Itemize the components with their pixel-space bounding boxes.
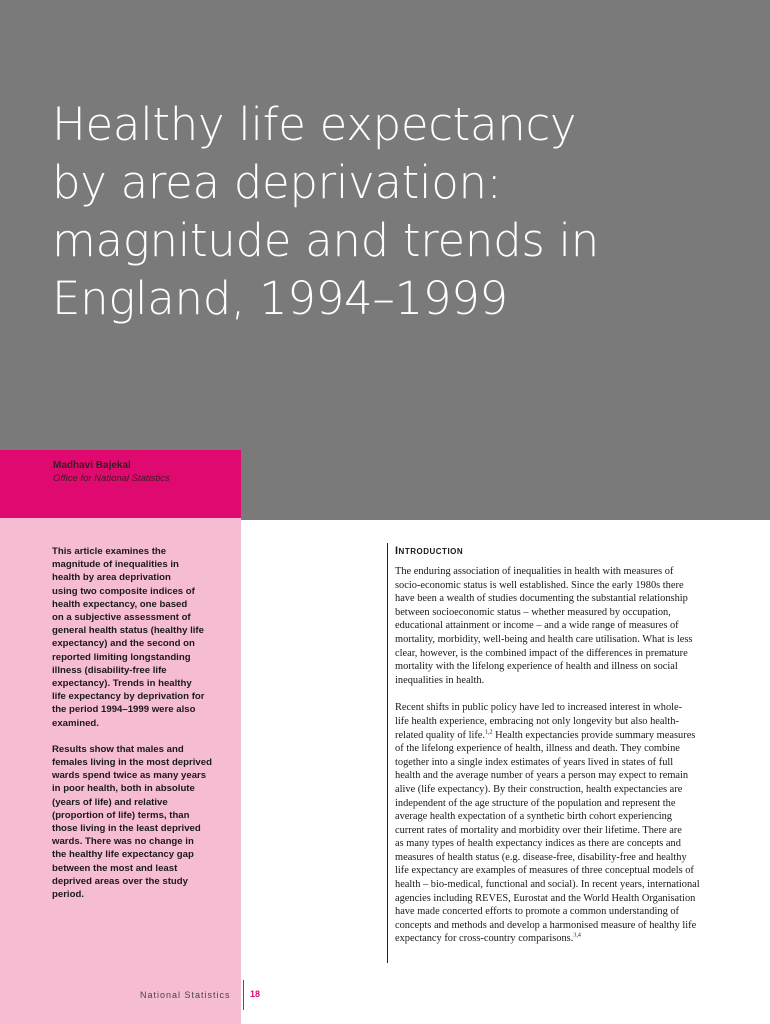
paragraph-gap — [395, 687, 735, 701]
summary-line: illness (disability-free life — [52, 664, 167, 676]
summary-line: in poor health, both in absolute — [52, 783, 195, 795]
section-heading-introduction: Introduction — [395, 545, 464, 557]
summary-line: health expectancy, one based — [52, 598, 188, 610]
summary-line: the period 1994–1999 were also — [52, 704, 196, 716]
page-number: 18 — [250, 989, 261, 999]
body-text-fragment: expectancy for cross-country comparisons. — [395, 933, 574, 945]
body-line: inequalities in health. — [395, 674, 485, 686]
body-line: clear, however, is the combined impact of the differences in premature — [395, 647, 688, 659]
body-line: have been a wealth of studies documenting the substantial relationship — [395, 593, 688, 605]
footer-divider — [243, 980, 244, 1010]
summary-text — [52, 545, 232, 901]
summary-line: expectancy). Trends in healthy — [52, 678, 192, 690]
body-line: as many types of health expectancy indices as there are concepts and — [395, 838, 681, 850]
author-block — [0, 450, 241, 518]
article-title — [52, 96, 752, 328]
body-line: independent of the age structure of the population and represent the — [395, 797, 676, 809]
paragraph-gap — [52, 730, 232, 743]
body-line: have made concerted efforts to promote a common understanding of — [395, 906, 680, 918]
body-line: health – bio-medical, functional and social). In recent years, international — [395, 879, 700, 891]
summary-line: Results show that males and — [52, 743, 184, 755]
summary-line: life expectancy by deprivation for — [52, 691, 205, 703]
summary-line: using two composite indices of — [52, 585, 195, 597]
author-affiliation: Office for National Statistics — [53, 473, 170, 484]
body-line: between socioeconomic status – whether measured by occupation, — [395, 606, 671, 618]
summary-line: wards. There was no change in — [52, 836, 194, 848]
body-line: of the lifelong experience of health, illness and death. They combine — [395, 743, 680, 755]
body-line: concepts and methods and develop a harmonised measure of healthy life — [395, 919, 697, 931]
title-line: by area deprivation: — [52, 156, 502, 209]
body-line: together into a single index estimates of years lived in states of full — [395, 756, 674, 768]
summary-line: females living in the most deprived — [52, 757, 212, 769]
summary-line: general health status (healthy life — [52, 625, 204, 637]
body-line — [395, 729, 735, 743]
title-line: Healthy life expectancy — [52, 98, 577, 151]
body-line: measures of health status (e.g. disease-free, disability-free and healthy — [395, 851, 687, 863]
summary-line: reported limiting longstanding — [52, 651, 191, 663]
summary-line: period. — [52, 889, 84, 901]
body-line: life expectancy are examples of measures of three conceptual models of — [395, 865, 694, 877]
summary-line: between the most and least — [52, 862, 178, 874]
body-line: health and the average number of years a person may expect to remain — [395, 770, 689, 782]
summary-line: deprived areas over the study — [52, 875, 188, 887]
body-line: alive (life expectancy). By their construction, health expectancies are — [395, 783, 683, 795]
body-line: socio-economic status is well established. Since the early 1980s there — [395, 579, 684, 591]
summary-line: (years of life) and relative — [52, 796, 168, 808]
body-line: life health experience, embracing not only longevity but also health- — [395, 715, 679, 727]
column-rule — [387, 543, 388, 963]
summary-line: (proportion of life) terms, than — [52, 809, 190, 821]
body-text-fragment: related quality of life. — [395, 729, 486, 741]
summary-line: magnitude of inequalities in — [52, 559, 179, 571]
reference-superscript: 3,4 — [573, 932, 581, 939]
title-line: England, 1994–1999 — [52, 272, 508, 325]
reference-superscript: 1,2 — [485, 729, 493, 736]
summary-line: This article examines the — [52, 546, 167, 557]
summary-line: wards spend twice as many years — [52, 770, 207, 782]
summary-line: health by area deprivation — [52, 572, 171, 584]
summary-line: the healthy life expectancy gap — [52, 849, 194, 861]
body-line: current rates of mortality and morbidity over their lifetime. There are — [395, 824, 682, 836]
body-line: agencies including REVES, Eurostat and the World Health Organisation — [395, 892, 696, 904]
footer-publisher: National Statistics — [140, 990, 231, 1000]
body-line: average health expectation of a synthetic birth cohort experiencing — [395, 811, 672, 823]
summary-line: those living in the least deprived — [52, 823, 201, 835]
body-line: Recent shifts in public policy have led to increased interest in whole- — [395, 702, 683, 714]
title-line: magnitude and trends in — [52, 214, 599, 267]
body-line: educational attainment or income – and a wide range of measures of — [395, 620, 679, 632]
body-line — [395, 932, 735, 946]
summary-line: expectancy) and the second on — [52, 638, 195, 650]
body-line: The enduring association of inequalities in health with measures of — [395, 566, 674, 577]
summary-line: examined. — [52, 717, 99, 729]
body-line: mortality with the lifelong experience of health and illness on social — [395, 661, 678, 673]
body-text-fragment: Health expectancies provide summary measures — [492, 729, 696, 741]
body-line: mortality, morbidity, well-being and health care utilisation. What is less — [395, 633, 693, 645]
author-name: Madhavi Bajekal — [53, 460, 131, 471]
summary-line: on a subjective assessment of — [52, 612, 191, 624]
introduction-body — [395, 565, 735, 946]
